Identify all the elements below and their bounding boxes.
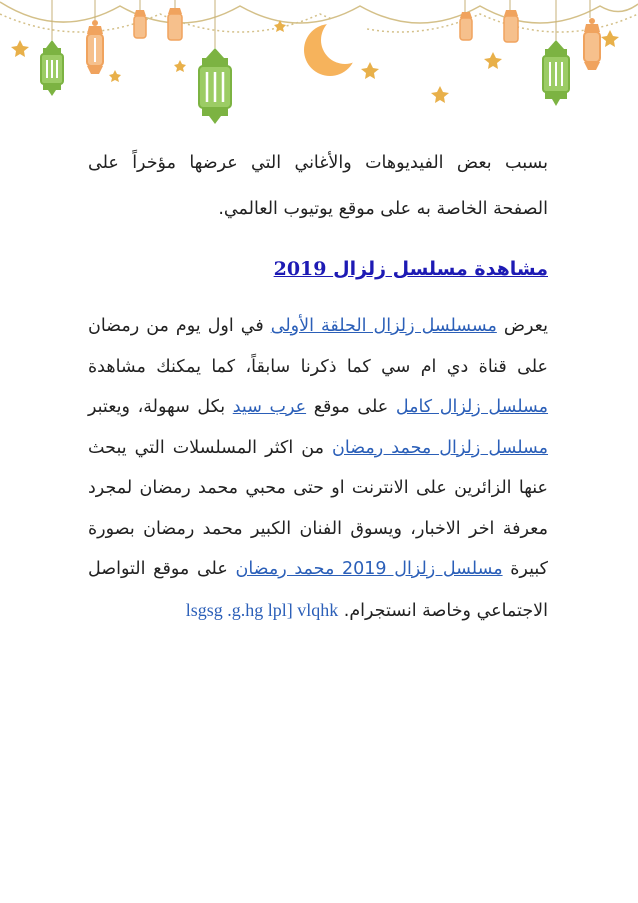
crescent-moon-icon	[304, 16, 369, 76]
body-text: على موقع	[306, 397, 396, 417]
section-heading[interactable]	[88, 254, 548, 284]
small-lantern-icon	[168, 8, 182, 40]
article-content	[88, 140, 548, 631]
body-text: في اول يوم من رمضان على قناة دي ام سي كما ذكرنا سابقاً، كما يمكنك مشاهدة	[88, 316, 548, 377]
small-lantern-icon	[134, 10, 146, 38]
small-lantern-icon	[460, 12, 472, 40]
heading-year: 2019	[273, 258, 327, 280]
body-text: بكل سهولة، ويعتبر	[88, 397, 233, 417]
small-lantern-icon	[504, 10, 518, 42]
body-paragraph	[88, 306, 548, 631]
green-lantern-icon	[543, 40, 569, 106]
ramadan-lantern-banner	[0, 0, 638, 150]
orange-lantern-icon	[87, 20, 103, 74]
series-2019-link[interactable]: مسلسل زلزال 2019 محمد رمضان	[235, 559, 503, 579]
garbled-latin-text: lsgsg .g.hg lpl] vlqhk	[185, 599, 339, 620]
orange-lantern-icon	[584, 18, 600, 70]
episode-one-link[interactable]: مسسلسل زلزال الحلقة الأولى	[270, 316, 497, 336]
body-text: من اكثر المسلسلات التي يبحث عنها الزائرين على الانترنت او حتى محبي محمد رمضان لمجرد معرفة اخر الاخبار، ويسوق الفنان الكبير محمد رمضان بصورة كبيرة	[88, 437, 548, 579]
body-text: على موقع التواصل الاجتماعي وخاصة انستجرام.	[88, 559, 548, 621]
arab-seed-link[interactable]: عرب سيد	[232, 397, 307, 417]
green-lantern-icon	[199, 48, 231, 124]
heading-title: مشاهدة مسلسل زلزال	[333, 258, 548, 280]
body-text: يعرض	[496, 316, 548, 336]
full-series-link[interactable]: مسلسل زلزال كامل	[395, 397, 549, 417]
green-lantern-icon	[41, 40, 63, 96]
mohamed-ramadan-series-link[interactable]: مسلسل زلزال محمد رمضان	[332, 437, 549, 458]
intro-paragraph: بسبب بعض الفيديوهات والأغاني التي عرضها مؤخراً على الصفحة الخاصة به على موقع يوتيوب العالمي.	[88, 153, 548, 219]
